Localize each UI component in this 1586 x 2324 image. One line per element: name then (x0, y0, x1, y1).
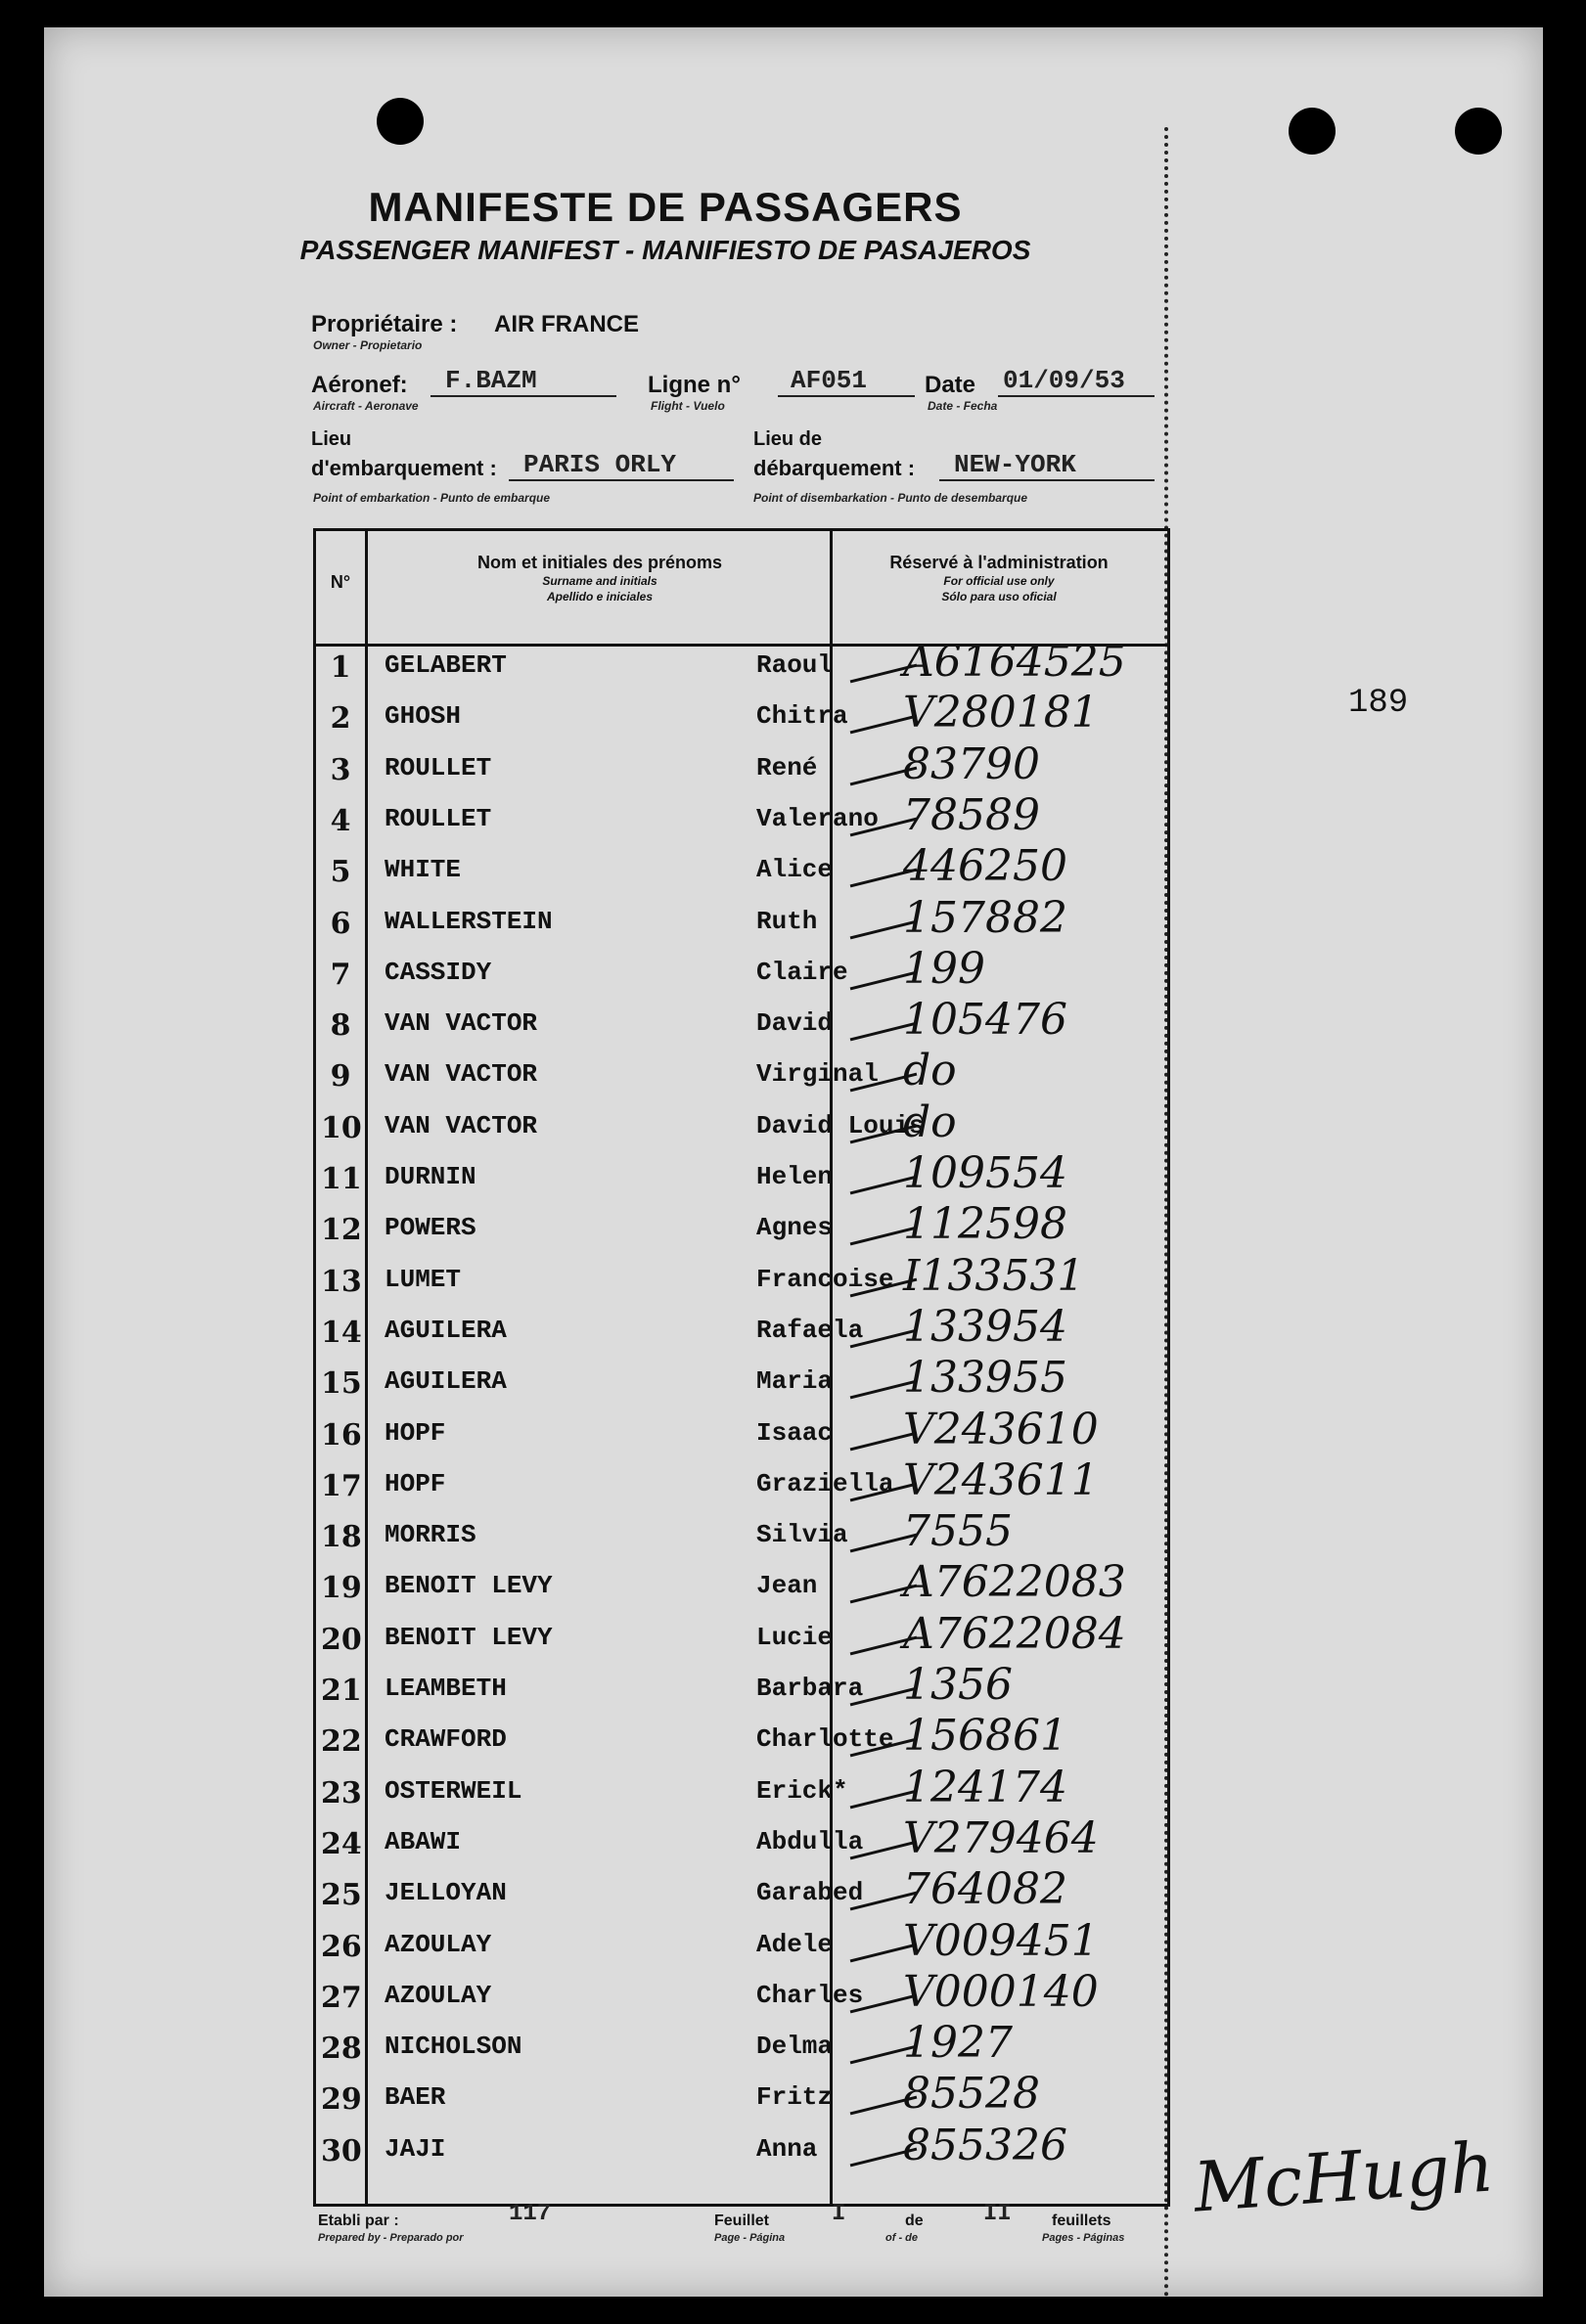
row-surname: BENOIT LEVY (385, 1571, 553, 1601)
row-given-name: Abdulla (756, 1826, 864, 1856)
prepared-label: Etabli par : (318, 2212, 399, 2229)
row-given-name: Raoul (756, 650, 834, 680)
row-number: 3 (330, 752, 351, 787)
row-passport-number: V009451 (903, 1915, 1099, 1966)
row-surname: LUMET (385, 1264, 462, 1294)
row-number: 21 (321, 1674, 362, 1708)
row-given-name: Garabed (756, 1878, 864, 1908)
date-sub: Date - Fecha (928, 399, 998, 413)
table-row (316, 1046, 1167, 1109)
date-value: 01/09/53 (1003, 366, 1125, 395)
of-value: II (983, 2201, 1012, 2227)
row-surname: ABAWI (385, 1826, 462, 1856)
row-passport-number: 1927 (903, 2018, 1013, 2069)
embark-value: PARIS ORLY (523, 450, 677, 479)
row-surname: BENOIT LEVY (385, 1622, 553, 1652)
row-number: 6 (330, 906, 351, 941)
row-passport-number: A6164525 (903, 637, 1126, 687)
embark-label-2: d'embarquement : (311, 456, 497, 480)
row-number: 28 (321, 2032, 362, 2067)
row-number: 10 (321, 1110, 362, 1145)
row-given-name: Ruth (756, 906, 818, 936)
row-given-name: Isaac (756, 1417, 834, 1448)
table-row (316, 1966, 1167, 2031)
row-surname: OSTERWEIL (385, 1775, 522, 1806)
table-row (316, 1608, 1167, 1673)
disembark-value: NEW-YORK (954, 450, 1076, 479)
row-given-name: Valerano (756, 803, 879, 833)
prepared-value: 117 (509, 2201, 552, 2227)
row-number: 11 (321, 1162, 362, 1196)
row-given-name: Chitra (756, 701, 848, 732)
signature: McHugh (1191, 2126, 1497, 2228)
row-passport-number: 764082 (903, 1864, 1067, 1915)
row-number: 13 (321, 1264, 362, 1299)
row-passport-number: V243610 (903, 1404, 1099, 1454)
row-given-name: Charlotte (756, 1724, 894, 1755)
prepared-sub: Prepared by - Preparado por (318, 2232, 464, 2244)
row-number: 17 (321, 1468, 362, 1503)
embark-underline (509, 479, 734, 481)
aircraft-value: F.BAZM (445, 366, 537, 395)
row-surname: VAN VACTOR (385, 1059, 538, 1090)
table-row (316, 2120, 1167, 2184)
row-given-name: Alice (756, 855, 834, 885)
disembark-underline (939, 479, 1155, 481)
row-surname: AZOULAY (385, 1929, 492, 1959)
line-sub: Flight - Vuelo (651, 399, 725, 413)
row-number: 25 (321, 1878, 362, 1913)
row-surname: BAER (385, 2082, 446, 2113)
row-surname: DURNIN (385, 1162, 476, 1191)
row-passport-number: 1356 (903, 1660, 1013, 1710)
sheet-sub-pages: Pages - Páginas (1042, 2232, 1125, 2244)
col-header-name-en: Surname and initials (542, 574, 657, 588)
row-surname: JELLOYAN (385, 1878, 507, 1908)
row-surname: NICHOLSON (385, 2032, 522, 2062)
punch-hole-right-1 (1289, 108, 1336, 155)
row-surname: HOPF (385, 1468, 446, 1498)
date-label: Date (925, 372, 976, 398)
row-surname: POWERS (385, 1213, 476, 1243)
page-subtitle: PASSENGER MANIFEST - MANIFIESTO DE PASAJEROS (299, 235, 1031, 265)
embark-label-1: Lieu (311, 428, 352, 450)
row-given-name: Rafaela (756, 1315, 864, 1345)
row-given-name: Barbara (756, 1674, 864, 1703)
col-header-admin: Réservé à l'administration (889, 553, 1109, 572)
sheets-label: feuillets (1052, 2212, 1111, 2229)
punch-hole-right-2 (1455, 108, 1502, 155)
col-header-name-es: Apellido e iniciales (546, 590, 654, 603)
table-row (316, 892, 1167, 957)
row-surname: VAN VACTOR (385, 1008, 538, 1039)
row-number: 23 (321, 1775, 362, 1810)
table-row (316, 1454, 1167, 1519)
page-number: 189 (1348, 685, 1409, 722)
row-surname: JAJI (385, 2133, 446, 2164)
row-given-name: Erick* (756, 1775, 848, 1806)
row-surname: MORRIS (385, 1520, 476, 1550)
row-surname: WHITE (385, 855, 462, 885)
row-surname: CASSIDY (385, 957, 492, 987)
row-given-name: Francoise (756, 1264, 894, 1294)
sheet-value: I (832, 2201, 846, 2227)
row-passport-number: 133955 (903, 1353, 1067, 1404)
row-number: 27 (321, 1980, 362, 2015)
aircraft-underline (430, 395, 616, 397)
col-header-admin-en: For official use only (943, 574, 1055, 588)
row-passport-number: A7622084 (903, 1608, 1126, 1659)
row-given-name: Graziella (756, 1468, 894, 1498)
row-passport-number: 157882 (903, 892, 1067, 943)
row-surname: WALLERSTEIN (385, 906, 553, 936)
row-passport-number: 199 (903, 943, 985, 994)
row-number: 14 (321, 1315, 362, 1350)
disembark-sub: Point of disembarkation - Punto de desembarque (753, 491, 1028, 505)
row-number: 8 (330, 1008, 351, 1044)
row-given-name: David Louis (756, 1110, 925, 1140)
page-title: MANIFESTE DE PASSAGERS (368, 184, 963, 230)
row-given-name: Agnes (756, 1213, 834, 1243)
row-passport-number: 133954 (903, 1301, 1067, 1352)
row-number: 16 (321, 1417, 362, 1452)
row-number: 19 (321, 1571, 362, 1606)
embark-sub: Point of embarkation - Punto de embarque (313, 491, 551, 505)
row-passport-number: 109554 (903, 1148, 1067, 1198)
row-surname: GELABERT (385, 650, 507, 680)
col-header-number: N° (330, 572, 351, 592)
punch-hole-left (377, 98, 424, 145)
row-passport-number: 124174 (903, 1762, 1067, 1812)
row-number: 30 (321, 2133, 362, 2168)
row-passport-number: V280181 (903, 688, 1099, 738)
sheet-label: Feuillet (714, 2212, 770, 2229)
row-given-name: René (756, 752, 818, 782)
row-number: 12 (321, 1213, 362, 1248)
row-passport-number: V000140 (903, 1966, 1099, 2017)
row-given-name: Maria (756, 1366, 834, 1397)
of-label: de (905, 2212, 924, 2229)
row-given-name: Helen (756, 1162, 834, 1191)
row-number: 20 (321, 1622, 362, 1657)
row-number: 2 (330, 701, 351, 737)
row-passport-number: 83790 (903, 738, 1040, 789)
row-passport-number: 85528 (903, 2069, 1040, 2120)
sheet-sub-of: of - de (885, 2232, 918, 2244)
row-surname: GHOSH (385, 701, 462, 732)
row-surname: AGUILERA (385, 1315, 507, 1345)
row-surname: HOPF (385, 1417, 446, 1448)
line-label: Ligne n° (648, 372, 741, 398)
row-passport-number: 112598 (903, 1199, 1067, 1250)
row-surname: AGUILERA (385, 1366, 507, 1397)
row-given-name: Anna (756, 2133, 818, 2164)
row-number: 1 (330, 650, 351, 685)
owner-sub: Owner - Propietario (313, 338, 423, 352)
row-passport-number: 105476 (903, 995, 1067, 1046)
row-passport-number: A7622083 (903, 1557, 1126, 1608)
row-number: 15 (321, 1366, 362, 1402)
aircraft-label: Aéronef: (311, 372, 408, 398)
row-given-name: Virginal (756, 1059, 879, 1090)
row-passport-number: V279464 (903, 1812, 1099, 1863)
line-value: AF051 (791, 366, 868, 395)
row-given-name: Fritz (756, 2082, 834, 2113)
date-underline (998, 395, 1155, 397)
row-given-name: Charles (756, 1980, 864, 2010)
row-passport-number: 855326 (903, 2120, 1067, 2170)
row-given-name: Jean (756, 1571, 818, 1601)
row-number: 26 (321, 1929, 362, 1964)
row-passport-number: do (903, 1096, 957, 1147)
row-given-name: Lucie (756, 1622, 834, 1652)
owner-value: AIR FRANCE (494, 311, 639, 337)
row-given-name: Claire (756, 957, 848, 987)
row-surname: ROULLET (385, 803, 492, 833)
row-passport-number: V243611 (903, 1454, 1099, 1505)
row-number: 24 (321, 1826, 362, 1861)
row-surname: VAN VACTOR (385, 1110, 538, 1140)
row-given-name: Adele (756, 1929, 834, 1959)
row-surname: AZOULAY (385, 1980, 492, 2010)
row-given-name: Delma (756, 2032, 834, 2062)
row-passport-number: 78589 (903, 789, 1040, 840)
row-passport-number: I133531 (903, 1250, 1085, 1301)
line-underline (778, 395, 915, 397)
sheet-sub-page: Page - Página (714, 2232, 786, 2244)
col-header-name: Nom et initiales des prénoms (476, 553, 723, 572)
col-header-admin-es: Sólo para uso oficial (941, 590, 1057, 603)
disembark-label-2: débarquement : (753, 456, 916, 480)
row-number: 9 (330, 1059, 351, 1095)
row-number: 4 (330, 803, 351, 838)
row-given-name: Silvia (756, 1520, 848, 1550)
row-surname: ROULLET (385, 752, 492, 782)
row-number: 5 (330, 855, 351, 890)
row-number: 7 (330, 957, 351, 992)
table-row (316, 995, 1167, 1058)
owner-label: Propriétaire : (311, 311, 458, 337)
aircraft-sub: Aircraft - Aeronave (313, 399, 419, 413)
row-given-name: David (756, 1008, 834, 1039)
row-passport-number: 7555 (903, 1506, 1013, 1557)
row-surname: CRAWFORD (385, 1724, 507, 1755)
row-passport-number: 156861 (903, 1711, 1067, 1762)
row-number: 18 (321, 1520, 362, 1555)
disembark-label-1: Lieu de (753, 428, 823, 450)
row-passport-number: do (903, 1046, 957, 1096)
row-passport-number: 446250 (903, 841, 1067, 892)
passenger-table (313, 528, 1170, 2207)
row-number: 29 (321, 2082, 362, 2118)
row-number: 22 (321, 1724, 362, 1760)
row-surname: LEAMBETH (385, 1674, 507, 1703)
